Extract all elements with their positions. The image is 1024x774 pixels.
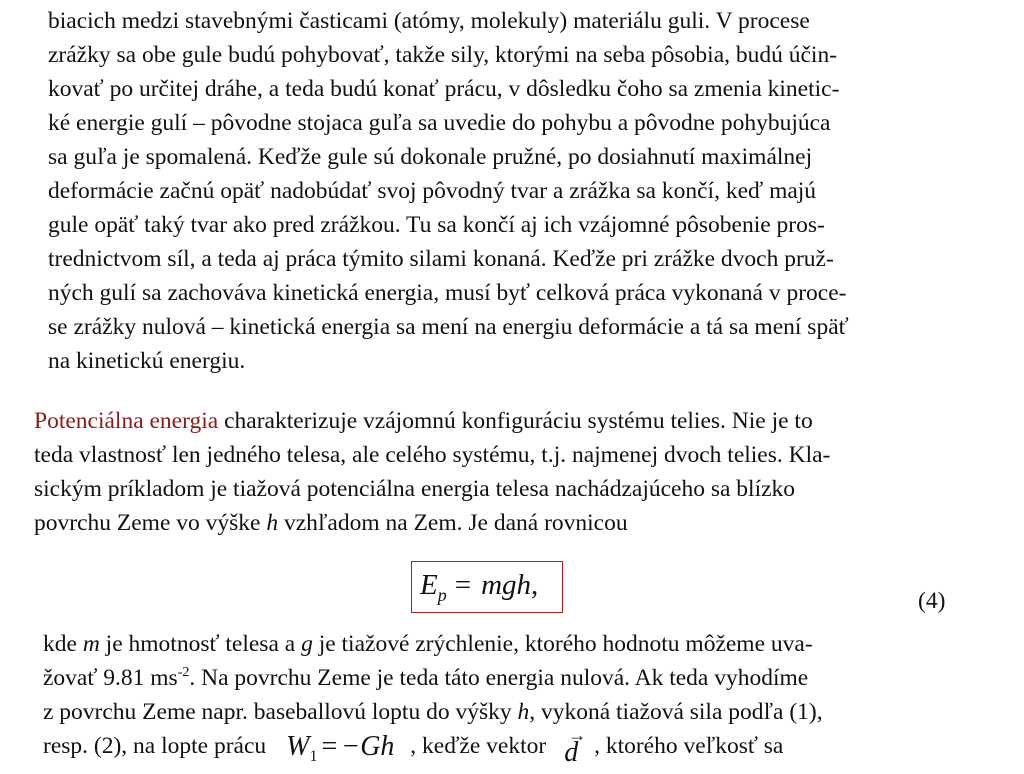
text-fragment: povrchu Zeme vo výške bbox=[34, 510, 267, 536]
formula-rhs: mgh bbox=[481, 569, 532, 601]
variable-g: g bbox=[301, 631, 313, 657]
work-rhs: −Gh bbox=[341, 731, 395, 762]
variable-h: h bbox=[517, 699, 530, 725]
text-line: kovať po určitej dráhe, a teda budú konať prácu, v dôsledku čoho sa zmenia kinetic- bbox=[48, 76, 840, 102]
paragraph-collision-work bbox=[48, 4, 849, 378]
text-line bbox=[34, 404, 830, 438]
text-line: biacich medzi stavebnými časticami (atómy, molekuly) materiálu guli. V procese bbox=[48, 8, 810, 34]
vector-d-letter: d bbox=[564, 737, 579, 768]
unit-exponent: -2 bbox=[177, 665, 190, 680]
text-line: trednictvom síl, a teda aj práca týmito silami konaná. Keďže pri zrážke dvoch pruž- bbox=[48, 246, 834, 272]
formula-lhs: E bbox=[420, 569, 438, 601]
highlighted-term: Potenciálna energia bbox=[34, 408, 219, 434]
text-line: teda vlastnosť len jedného telesa, ale celého systému, t.j. najmenej dvoch telies. Kla- bbox=[34, 442, 831, 468]
text-fragment: , vykoná tiažová sila podľa (1), bbox=[529, 699, 823, 725]
equation-number: (4) bbox=[918, 588, 946, 614]
variable-h: h bbox=[266, 510, 279, 536]
text-fragment: vzhľadom na Zem. Je daná rovnicou bbox=[278, 510, 628, 536]
text-line bbox=[43, 725, 823, 768]
formula-comma: , bbox=[531, 569, 539, 601]
text-fragment: , keďže vektor bbox=[404, 733, 547, 759]
text-line: sickým príkladom je tiažová potenciálna energia telesa nachádzajúceho sa blízko bbox=[34, 476, 796, 502]
text-line: se zrážky nulová – kinetická energia sa mení na energiu deformácie a tá sa mení späť bbox=[48, 314, 849, 340]
variable-W: W bbox=[286, 731, 310, 762]
work-equation bbox=[286, 730, 394, 774]
text-line: na kinetickú energiu. bbox=[48, 348, 246, 374]
text-fragment: žovať 9.81 ms bbox=[43, 665, 178, 691]
vector-arrow-icon: → bbox=[568, 725, 587, 745]
text-line: sa guľa je spomalená. Keďže gule sú dokonale pružné, po dosiahnutí maximálnej bbox=[48, 144, 813, 170]
text-line: deformácie začnú opäť nadobúdať svoj pôvodný tvar a zrážka sa končí, keď majú bbox=[48, 178, 817, 204]
text-line: gule opäť taký tvar ako pred zrážkou. Tu sa končí aj ich vzájomné pôsobenie pros- bbox=[48, 212, 825, 238]
text-line bbox=[43, 627, 823, 661]
paragraph-gravity-work bbox=[43, 627, 823, 768]
boxed-formula bbox=[411, 561, 563, 613]
equals-sign: = bbox=[321, 731, 338, 762]
text-fragment: , ktorého veľkosť sa bbox=[588, 733, 784, 759]
paragraph-potential-energy bbox=[34, 404, 830, 540]
text-line: zrážky sa obe gule budú pohybovať, takže sily, ktorými na seba pôsobia, budú účin- bbox=[48, 42, 838, 68]
formula-lhs-subscript: p bbox=[437, 585, 447, 605]
formula-equals: = bbox=[454, 569, 472, 601]
subscript-1: 1 bbox=[309, 748, 318, 765]
text-fragment: je hmotnosť telesa a bbox=[99, 631, 302, 657]
text-line: ných gulí sa zachováva kinetická energia, musí byť celková práca vykonaná v proce- bbox=[48, 280, 847, 306]
potential-energy-formula bbox=[420, 568, 538, 612]
text-fragment: charakterizuje vzájomnú konfiguráciu systému telies. Nie je to bbox=[218, 408, 813, 434]
text-line: ké energie gulí – pôvodne stojaca guľa sa uvedie do pohybu a pôvodne pohybujúca bbox=[48, 110, 831, 136]
text-fragment: resp. (2), na lopte prácu bbox=[43, 733, 267, 759]
text-fragment: kde bbox=[43, 631, 83, 657]
text-line bbox=[43, 695, 823, 729]
text-line bbox=[43, 661, 823, 695]
text-fragment: z povrchu Zeme napr. baseballovú loptu do výšky bbox=[43, 699, 518, 725]
variable-m: m bbox=[82, 631, 100, 657]
text-line bbox=[34, 506, 830, 540]
text-fragment: . Na povrchu Zeme je teda táto energia nulová. Ak teda vyhodíme bbox=[189, 665, 809, 691]
text-fragment: je tiažové zrýchlenie, ktorého hodnotu môžeme uva- bbox=[312, 631, 813, 657]
vector-d bbox=[564, 725, 587, 770]
